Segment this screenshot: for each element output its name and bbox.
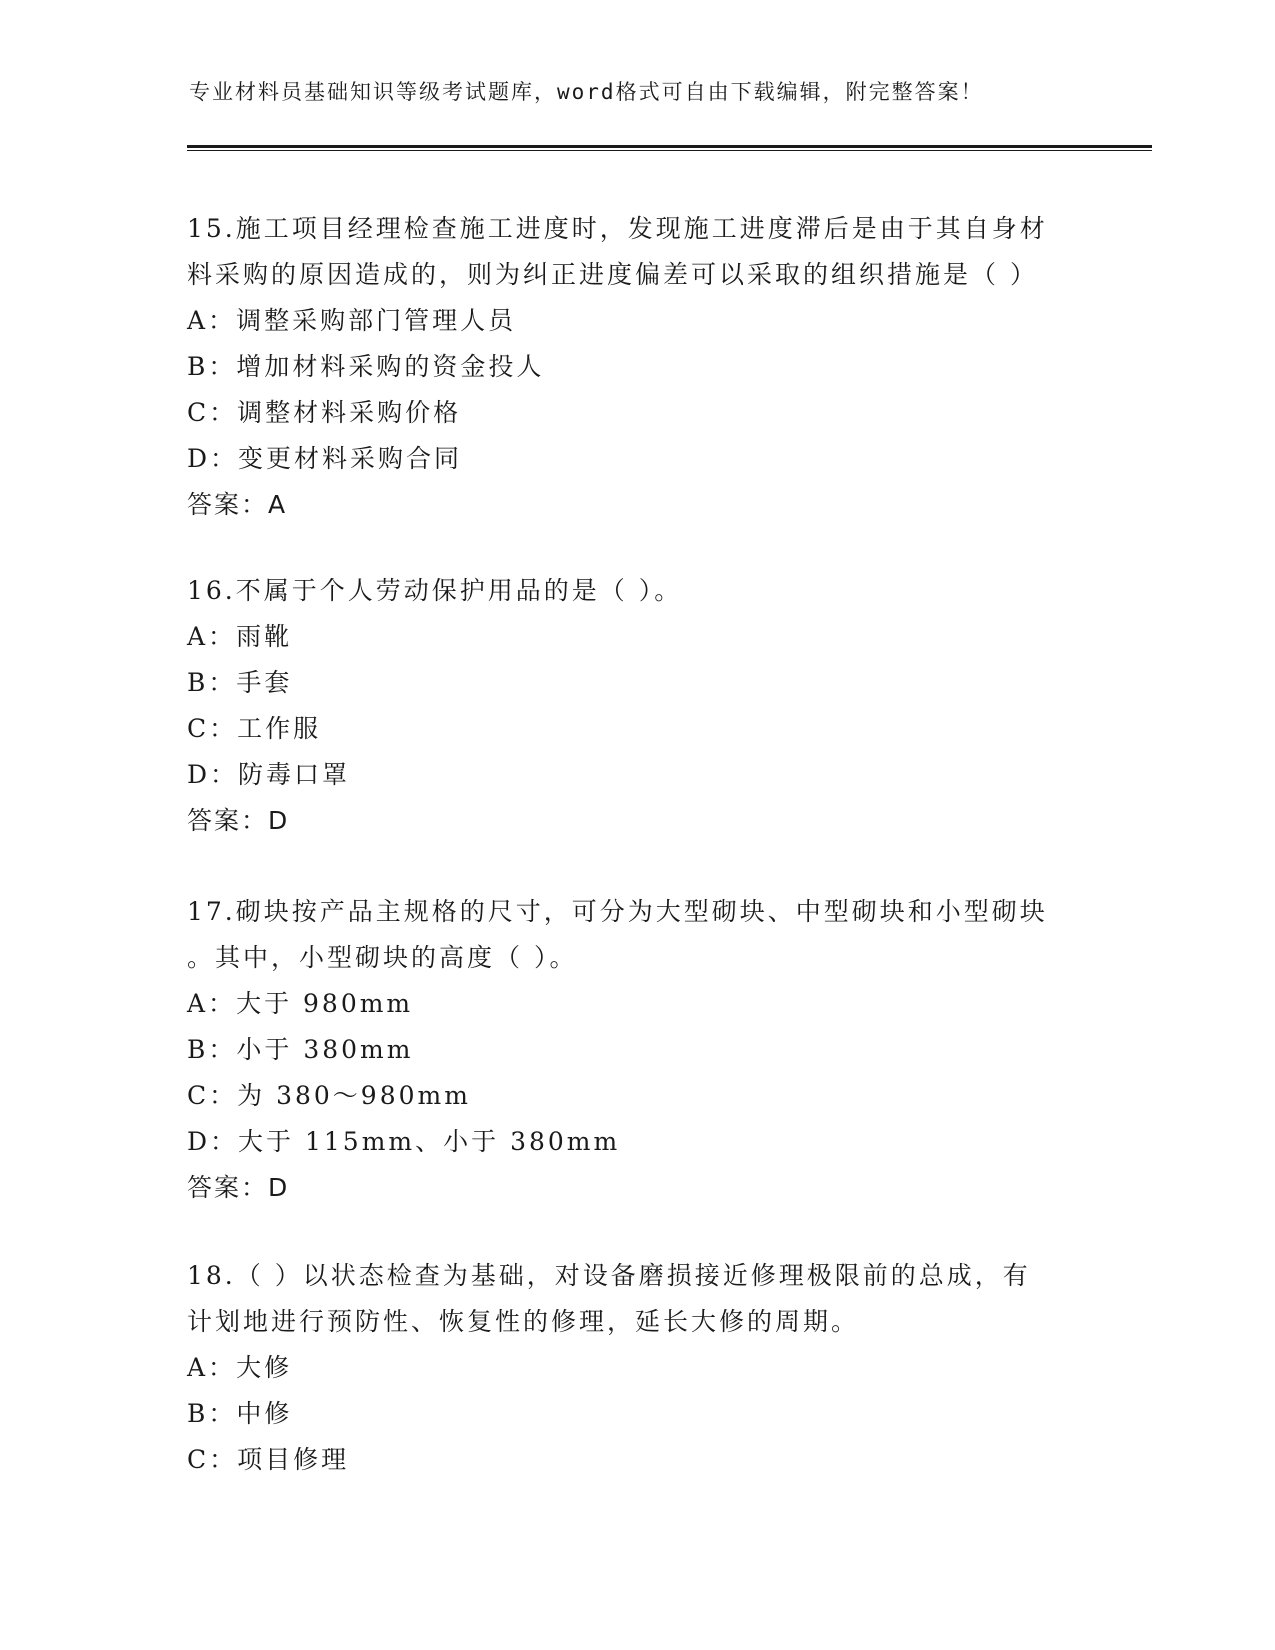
- option-letter: C：: [187, 1445, 238, 1474]
- option-letter: D：: [187, 760, 239, 789]
- option-c: [187, 390, 1087, 436]
- answer-line: 答案：D: [187, 806, 290, 835]
- option-text: 大于 115mm、小于 380mm: [238, 1127, 621, 1156]
- option-text: 变更材料采购合同: [238, 444, 463, 473]
- option-a: [187, 981, 1087, 1027]
- option-c: [187, 1073, 1087, 1119]
- option-letter: B：: [187, 352, 237, 381]
- document-header: 专业材料员基础知识等级考试题库，word格式可自由下载编辑，附完整答案！: [189, 80, 984, 104]
- option-a: [187, 298, 1087, 344]
- option-c: [187, 706, 1087, 752]
- option-letter: C：: [187, 1081, 238, 1110]
- option-text: 调整材料采购价格: [237, 398, 462, 427]
- question-18: [187, 1253, 1087, 1483]
- header-divider-thin: [187, 150, 1152, 151]
- question-17: [187, 889, 1087, 1211]
- option-text: 工作服: [237, 714, 322, 743]
- option-letter: B：: [187, 1035, 237, 1064]
- option-letter: A：: [187, 1353, 237, 1382]
- option-text: 小于 380mm: [236, 1035, 414, 1064]
- option-letter: A：: [187, 622, 237, 651]
- option-b: [187, 1391, 1087, 1437]
- option-text: 大于 980mm: [236, 989, 414, 1018]
- option-letter: A：: [187, 306, 237, 335]
- header-divider-thick: [187, 145, 1152, 148]
- option-text: 手套: [236, 668, 293, 697]
- question-stem-line: 17.砌块按产品主规格的尺寸，可分为大型砌块、中型砌块和小型砌块: [187, 897, 1048, 926]
- question-16: [187, 568, 1087, 844]
- option-b: [187, 1027, 1087, 1073]
- option-letter: D：: [187, 444, 239, 473]
- answer-line: 答案：D: [187, 1173, 290, 1202]
- option-a: [187, 1345, 1087, 1391]
- question-stem-line: 18.（ ）以状态检查为基础，对设备磨损接近修理极限前的总成，有: [187, 1261, 1031, 1290]
- option-letter: A：: [187, 989, 237, 1018]
- option-d: [187, 752, 1087, 798]
- option-letter: B：: [187, 1399, 237, 1428]
- question-stem-line: 料采购的原因造成的，则为纠正进度偏差可以采取的组织措施是（ ）: [187, 260, 1038, 289]
- option-text: 为 380～980mm: [237, 1081, 471, 1110]
- option-text: 大修: [236, 1353, 293, 1382]
- option-text: 增加材料采购的资金投人: [236, 352, 545, 381]
- question-stem-line: 。其中，小型砌块的高度（ ）。: [187, 943, 578, 972]
- option-c: [187, 1437, 1087, 1483]
- option-letter: C：: [187, 398, 238, 427]
- question-stem-line: 16.不属于个人劳动保护用品的是（ ）。: [187, 576, 683, 605]
- option-b: [187, 660, 1087, 706]
- option-a: [187, 614, 1087, 660]
- answer-line: 答案：A: [187, 490, 288, 519]
- question-15: [187, 206, 1087, 528]
- option-letter: D：: [187, 1127, 239, 1156]
- option-text: 防毒口罩: [238, 760, 351, 789]
- option-d: [187, 1119, 1087, 1165]
- option-b: [187, 344, 1087, 390]
- option-letter: C：: [187, 714, 238, 743]
- question-stem-line: 15.施工项目经理检查施工进度时，发现施工进度滞后是由于其自身材: [187, 214, 1048, 243]
- option-text: 雨靴: [236, 622, 293, 651]
- option-text: 项目修理: [237, 1445, 350, 1474]
- option-text: 中修: [236, 1399, 293, 1428]
- option-letter: B：: [187, 668, 237, 697]
- option-text: 调整采购部门管理人员: [236, 306, 517, 335]
- option-d: [187, 436, 1087, 482]
- question-stem-line: 计划地进行预防性、恢复性的修理，延长大修的周期。: [187, 1307, 860, 1336]
